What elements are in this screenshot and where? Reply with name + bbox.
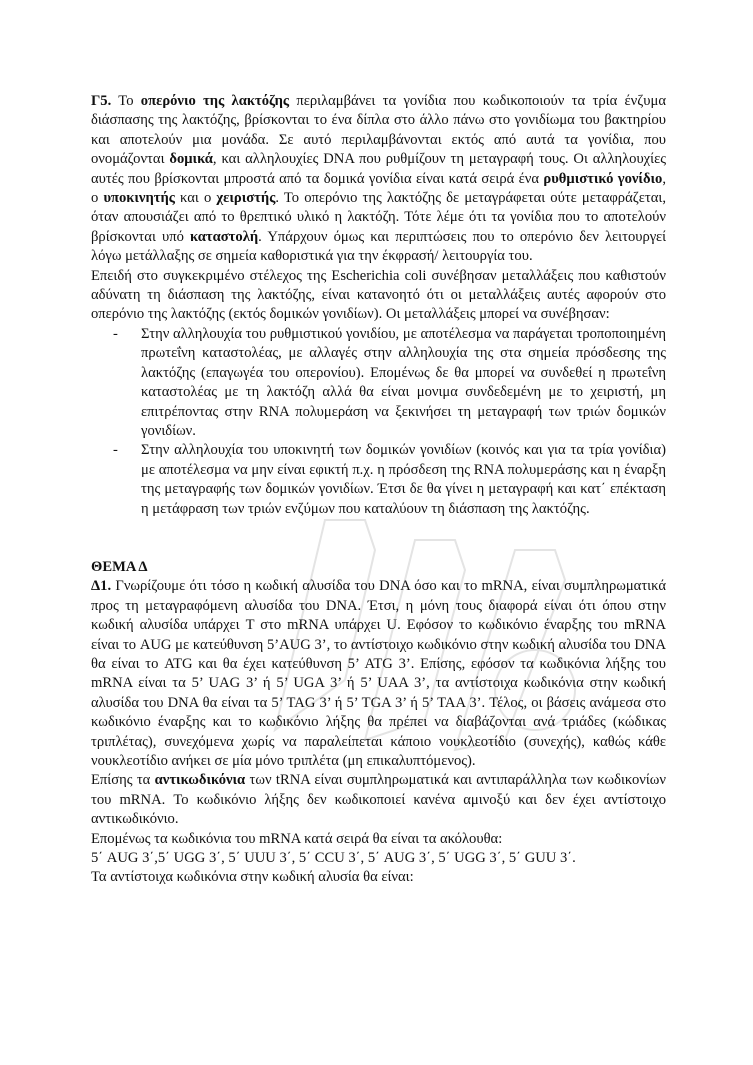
section-title: ΘΕΜΑ Δ <box>91 558 148 575</box>
list-item: - Στην αλληλουχία του υποκινητή των δομικών γονιδίων (κοινός και για τα τρία γονίδια) με αποτέλεσμα να μην είναι εφικτή π.χ. η πρόσδεση της RNA πολυμεράσης και η έναρξη της μεταγραφής των δομικών γονιδίων. Έτσι δε θα γίνει η μεταγραφή και κατ΄ επέκταση η μετάφραση των τριών ενζύμων που καταλύουν τη διάσπαση της λακτόζης. <box>91 441 666 519</box>
term-regulatory-gene: ρυθμιστικό γονίδιο <box>543 170 663 187</box>
term-structural: δομικά <box>169 151 213 168</box>
term-operator: χειριστής <box>216 190 276 207</box>
paragraph-next: Επομένως τα κωδικόνια του mRNA κατά σειρά θα είναι τα ακόλουθα: <box>91 830 503 847</box>
g5-label: Γ5. <box>91 93 112 109</box>
text-run: Γνωρίζουμε ότι τόσο η κωδική αλυσίδα του DNA όσο και το mRNA, είναι συμπληρωματικά προς τη μεταγραφόμενη αλυσίδα του DNA. Έτσι, η μόνη τους διαφορά είναι ότι όπου στην κωδική αλυσίδα υπάρχει T στο mRNA υπάρχει U. Εφόσον το κωδικόνιο έναρξης του mRNA είναι το AUG με κατεύθυνση 5’AUG 3’, το αντίστοιχο κωδικόνιο στην κωδική αλυσίδα του DNA θα είναι το ATG και θα έχει κατεύθυνση 5’ ATG 3’. Επίσης, εφόσον τα κωδικόνια λήξης του mRNA είναι τα 5’ UAG 3’ ή 5’ UGA 3’ ή 5’ UAA 3’, τα αντίστοιχα κωδικόνια στην κωδική αλυσίδα του DNA θα είναι τα 5’ TAG 3’ ή 5’ TGA 3’ ή 5’ TAA 3’. Τέλος, οι βάσεις ανάμεσα στο κωδικόνιο έναρξης και το κωδικόνιο λήξης θα πρέπει να διαβάζονται ανά τριάδες (κώδικας τριπλέτας), συνεχόμενα χωρίς να παραλείπεται κάποιο νουκλεοτίδιο (συνεχής), καθώς κάθε νουκλεοτίδιο ανήκει σε μία μόνο τριπλέτα (μη επικαλυπτόμενος). <box>91 578 666 769</box>
list-item: - Στην αλληλουχία του ρυθμιστικού γονιδίου, με αποτέλεσμα να παράγεται τροποποιημένη πρωτεΐνη καταστολέας, με αλλαγές στην αλληλουχία της στα σημεία πρόσδεσης της λακτόζης (επαγωγέα του οπερονίου). Επομένως δε θα μπορεί να συνδεθεί η πρωτεΐνη καταστολέας με τη λακτόζη αλλά θα είναι μονιμα συνδεδεμένη με το χειριστή, μη επιτρέποντας στην RNA πολυμεράση να ξεκινήσει τη μεταγραφή των τριών δομικών γονιδίων. <box>91 325 666 441</box>
mutation-list <box>91 325 666 519</box>
text-run: . Το οπερόνιο της λακτόζης δε μεταγράφεται ούτε μεταφράζεται, όταν απουσιάζει από το θρεπτικό υλικό η λακτόζη. Τότε λέμε ότι τα γονίδια που το αποτελούν βρίσκονται υπό <box>91 190 666 245</box>
term-repression: καταστολή <box>190 228 259 245</box>
text-run: , και αλληλουχίες DNA που ρυθμίζουν τη μεταγραφή τους. Οι αλληλουχίες αυτές που βρίσκονται μπροστά από τα δομικά γονίδια είναι κατά σειρά ένα <box>91 151 666 187</box>
term-anticodons: αντικωδικόνια <box>154 772 246 789</box>
codon-list: 5΄ AUG 3΄,5΄ UGG 3΄, 5΄ UUU 3΄, 5΄ CCU 3΄, 5΄ AUG 3΄, 5΄ UGG 3΄, 5΄ GUU 3΄. <box>91 850 576 867</box>
paragraph-g5 <box>91 92 666 267</box>
text-run: και ο <box>174 190 217 207</box>
spacer <box>91 519 666 558</box>
document-body <box>91 92 666 888</box>
text-run: . Υπάρχουν όμως και περιπτώσεις που το οπερόνιο δεν λειτουργεί λόγω μετάλλαξης σε σημεία καθοριστικά για την έκφρασή/ λειτουργία του. <box>91 228 666 265</box>
paragraph-last: Τα αντίστοιχα κωδικόνια στην κωδική αλυσία θα είναι: <box>91 869 414 886</box>
d1-label: Δ1. <box>91 578 112 595</box>
term-lac-operon: οπερόνιο της λακτόζης <box>140 93 290 109</box>
text-run: , ο <box>91 170 667 207</box>
text-run: Το <box>111 93 141 109</box>
text-run: των tRNA είναι συμπληρωματικά και αντιπαράλληλα των κωδικονίων του mRNA. Το κωδικόνιο λήξης δεν κωδικοποιεί κανένα αμινοξύ και δεν έχει αντίστοιχο αντικωδικόνιο. <box>91 772 666 828</box>
paragraph-d1 <box>91 577 666 771</box>
paragraph-anticodons <box>91 771 666 829</box>
text-run: Επίσης τα <box>91 772 155 789</box>
text-run: περιλαμβάνει τα γονίδια που κωδικοποιούν τα τρία ένζυμα διάσπασης της λακτόζης, βρίσκονται το ένα δίπλα στο άλλο πάνω στο γονιδίωμα του βακτηρίου και αποτελούν μια μονάδα. Σε αυτό περιλαμβάνονται εκτός από αυτά τα γονίδια, που ονομάζονται <box>91 93 666 168</box>
term-promoter: υποκινητής <box>103 190 175 207</box>
paragraph-mutations: Επειδή στο συγκεκριμένο στέλεχος της Escherichia coli συνέβησαν μεταλλάξεις που καθιστούν αδύνατη τη διάσπαση της λακτόζης, είναι κατανοητό ότι οι μεταλλάξεις αυτές αφορούν στο οπερόνιο της λακτόζης (εκτός δομικών γονιδίων). Οι μεταλλάξεις μπορεί να συνέβησαν: <box>91 267 666 323</box>
